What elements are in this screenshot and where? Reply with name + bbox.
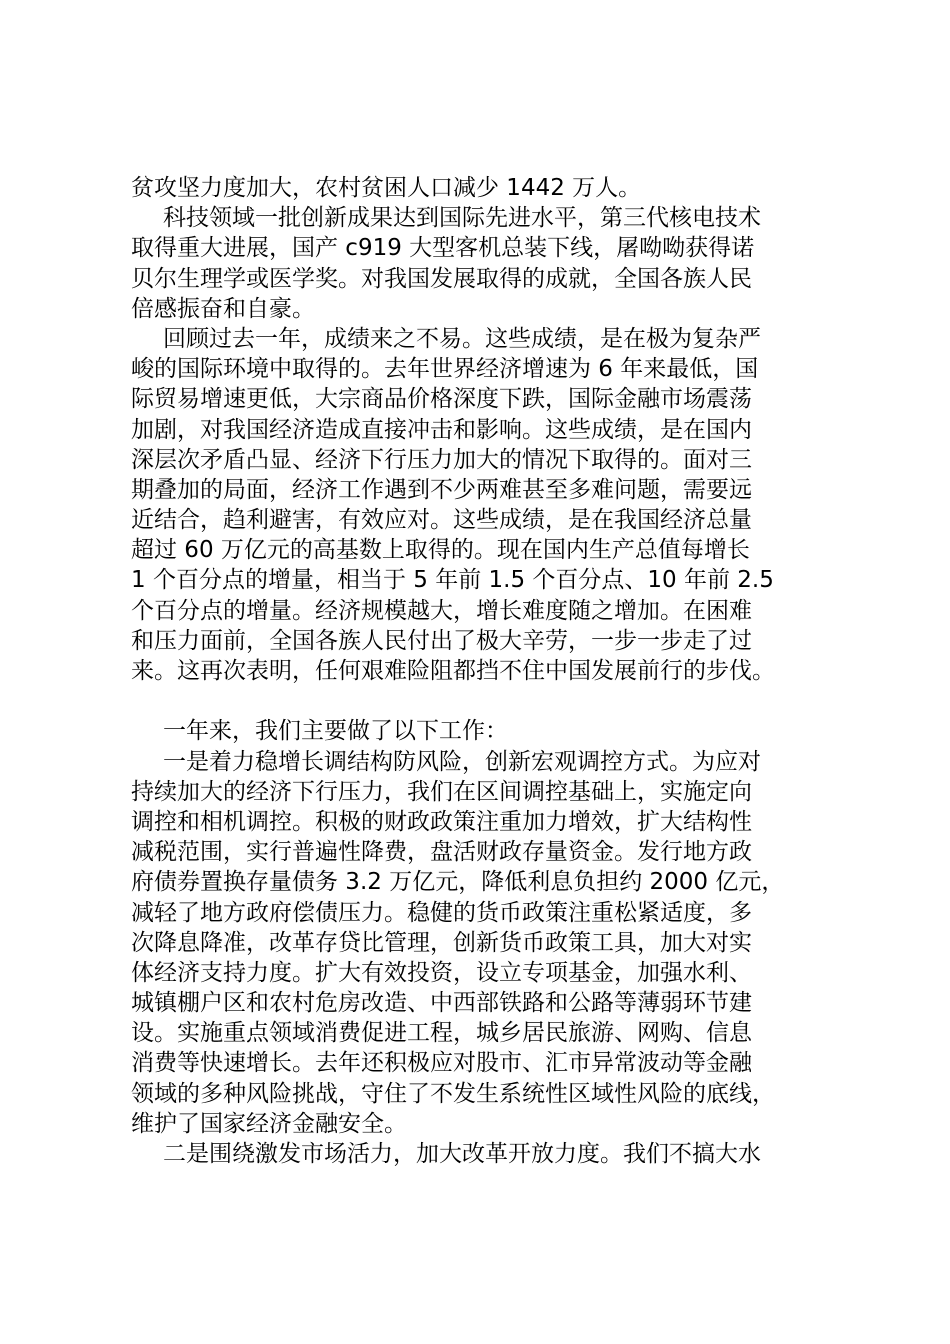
text-line: 深层次矛盾凸显、经济下行压力加大的情况下取得的。面对三 (131, 446, 752, 473)
text-line: 1 个百分点的增量，相当于 5 年前 1.5 个百分点、10 年前 2.5 (131, 567, 774, 594)
paragraph-start-line: 回顾过去一年，成绩来之不易。这些成绩，是在极为复杂严 (163, 325, 761, 352)
text-line: 来。这再次表明，任何艰难险阻都挡不住中国发展前行的步伐。 (131, 658, 775, 684)
text-line: 和压力面前，全国各族人民付出了极大辛劳，一步一步走了过 (131, 627, 752, 654)
text-line: 贫攻坚力度加大，农村贫困人口减少 1442 万人。 (131, 175, 642, 201)
text-line: 领域的多种风险挑战，守住了不发生系统性区域性风险的底线， (131, 1080, 775, 1107)
document-body (131, 173, 841, 1169)
text-line: 加剧，对我国经济造成直接冲击和影响。这些成绩，是在国内 (131, 416, 752, 443)
text-line: 次降息降准，改革存贷比管理，创新货币政策工具，加大对实 (131, 929, 752, 956)
paragraph-start-line: 一是着力稳增长调结构防风险，创新宏观调控方式。为应对 (163, 748, 761, 775)
text-line: 个百分点的增量。经济规模越大，增长难度随之增加。在困难 (131, 597, 752, 624)
text-line: 峻的国际环境中取得的。去年世界经济增速为 6 年来最低，国 (131, 356, 759, 383)
text-line: 维护了国家经济金融安全。 (131, 1110, 407, 1137)
text-line: 近结合，趋利避害，有效应对。这些成绩，是在我国经济总量 (131, 507, 752, 534)
text-line: 期叠加的局面，经济工作遇到不少两难甚至多难问题，需要远 (131, 476, 752, 503)
text-line: 减税范围，实行普遍性降费，盘活财政存量资金。发行地方政 (131, 839, 752, 866)
text-line: 倍感振奋和自豪。 (131, 295, 315, 322)
paragraph-gap (131, 686, 841, 716)
text-line: 贝尔生理学或医学奖。对我国发展取得的成就，全国各族人民 (131, 265, 752, 292)
paragraph-start-line: 二是围绕激发市场活力，加大改革开放力度。我们不搞大水 (163, 1141, 761, 1167)
text-line: 持续加大的经济下行压力，我们在区间调控基础上，实施定向 (131, 778, 752, 805)
text-line: 取得重大进展，国产 c919 大型客机总装下线，屠呦呦获得诺 (131, 235, 755, 262)
text-line: 调控和相机调控。积极的财政政策注重加力增效，扩大结构性 (131, 808, 752, 835)
text-line: 超过 60 万亿元的高基数上取得的。现在国内生产总值每增长 (131, 537, 750, 564)
paragraph-start-line: 科技领域一批创新成果达到国际先进水平，第三代核电技术 (163, 205, 761, 232)
text-line: 际贸易增速更低，大宗商品价格深度下跌，国际金融市场震荡 (131, 386, 752, 413)
text-line: 城镇棚户区和农村危房改造、中西部铁路和公路等薄弱环节建 (131, 990, 752, 1017)
text-line: 减轻了地方政府偿债压力。稳健的货币政策注重松紧适度，多 (131, 899, 752, 926)
text-line: 设。实施重点领域消费促进工程，城乡居民旅游、网购、信息 (131, 1020, 752, 1047)
paragraph-start-line: 一年来，我们主要做了以下工作： (163, 718, 508, 745)
text-line: 消费等快速增长。去年还积极应对股市、汇市异常波动等金融 (131, 1050, 752, 1077)
text-line: 府债券置换存量债务 3.2 万亿元，降低利息负担约 2000 亿元， (131, 869, 785, 896)
text-line: 体经济支持力度。扩大有效投资，设立专项基金，加强水利、 (131, 959, 752, 986)
